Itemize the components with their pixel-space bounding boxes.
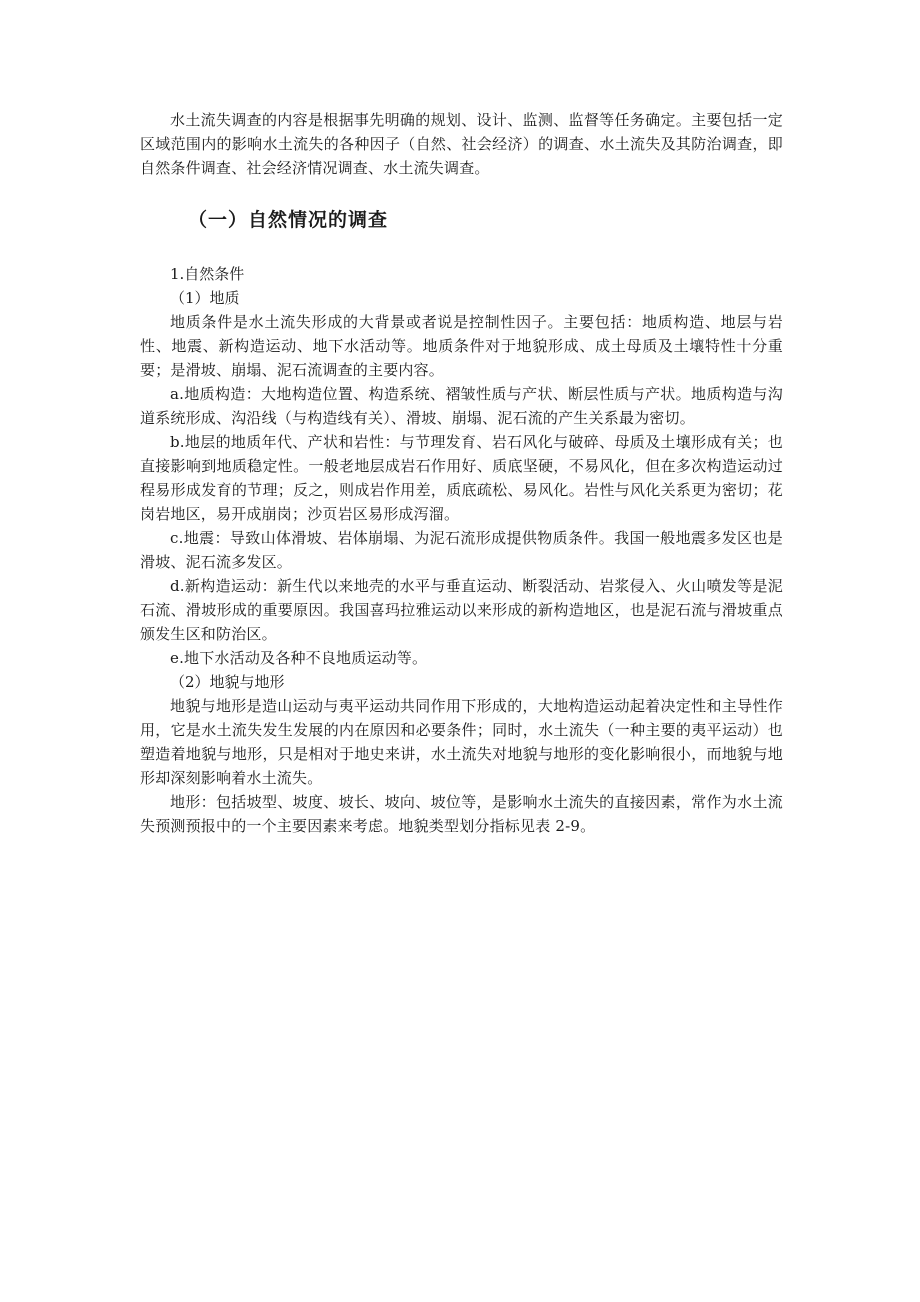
geology-paragraph: 地质条件是水土流失形成的大背景或者说是控制性因子。主要包括：地质构造、地层与岩性、地震、新构造运动、地下水活动等。地质条件对于地貌形成、成土母质及土壤特性十分重要；是滑坡、崩塌、泥石流调查的主要内容。 — [140, 313, 783, 379]
geology-structure-paragraph: a.地质构造：大地构造位置、构造系统、褶皱性质与产状、断层性质与产状。地质构造与沟道系统形成、沟沿线（与构造线有关）、滑坡、崩塌、泥石流的产生关系最为密切。 — [140, 385, 783, 427]
intro-paragraph: 水土流失调查的内容是根据事先明确的规划、设计、监测、监督等任务确定。主要包括一定区域范围内的影响水土流失的各种因子（自然、社会经济）的调查、水土流失及其防治调查，即自然条件调查、社会经济情况调查、水土流失调查。 — [140, 111, 783, 177]
document-page — [140, 108, 783, 838]
item-geology-heading: （1）地质 — [170, 289, 240, 307]
geology-earthquake-paragraph: c.地震：导致山体滑坡、岩体崩塌、为泥石流形成提供物质条件。我国一般地震多发区也是滑坡、泥石流多发区。 — [140, 529, 783, 571]
landform-paragraph: 地貌与地形是造山运动与夷平运动共同作用下形成的，大地构造运动起着决定性和主导性作用，它是水土流失发生发展的内在原因和必要条件；同时，水土流失（一种主要的夷平运动）也塑造着地貌与地形，只是相对于地史来讲，水土流失对地貌与地形的变化影响很小，而地貌与地形却深刻影响着水土流失。 — [140, 697, 783, 787]
geology-neotectonics-paragraph: d.新构造运动：新生代以来地壳的水平与垂直运动、断裂活动、岩浆侵入、火山喷发等是泥石流、滑坡形成的重要原因。我国喜玛拉雅运动以来形成的新构造地区，也是泥石流与滑坡重点颁发生区和防治区。 — [140, 577, 783, 643]
geology-groundwater-paragraph: e.地下水活动及各种不良地质运动等。 — [170, 649, 428, 667]
subsection-natural-conditions: 1.自然条件 — [170, 265, 245, 283]
geology-strata-paragraph: b.地层的地质年代、产状和岩性：与节理发育、岩石风化与破碎、母质及土壤形成有关；也直接影响到地质稳定性。一般老地层成岩石作用好、质底坚硬，不易风化，但在多次构造运动过程易形成发育的节理；反之，则成岩作用差，质底疏松、易风化。岩性与风化关系更为密切；花岗岩地区，易开成崩岗；沙页岩区易形成泻溜。 — [140, 433, 783, 523]
section-heading: （一）自然情况的调查 — [188, 209, 389, 231]
item-landform-heading: （2）地貌与地形 — [170, 673, 285, 691]
terrain-paragraph: 地形：包括坡型、坡度、坡长、坡向、坡位等，是影响水土流失的直接因素，常作为水土流失预测预报中的一个主要因素来考虑。地貌类型划分指标见表 2-9。 — [140, 793, 783, 835]
